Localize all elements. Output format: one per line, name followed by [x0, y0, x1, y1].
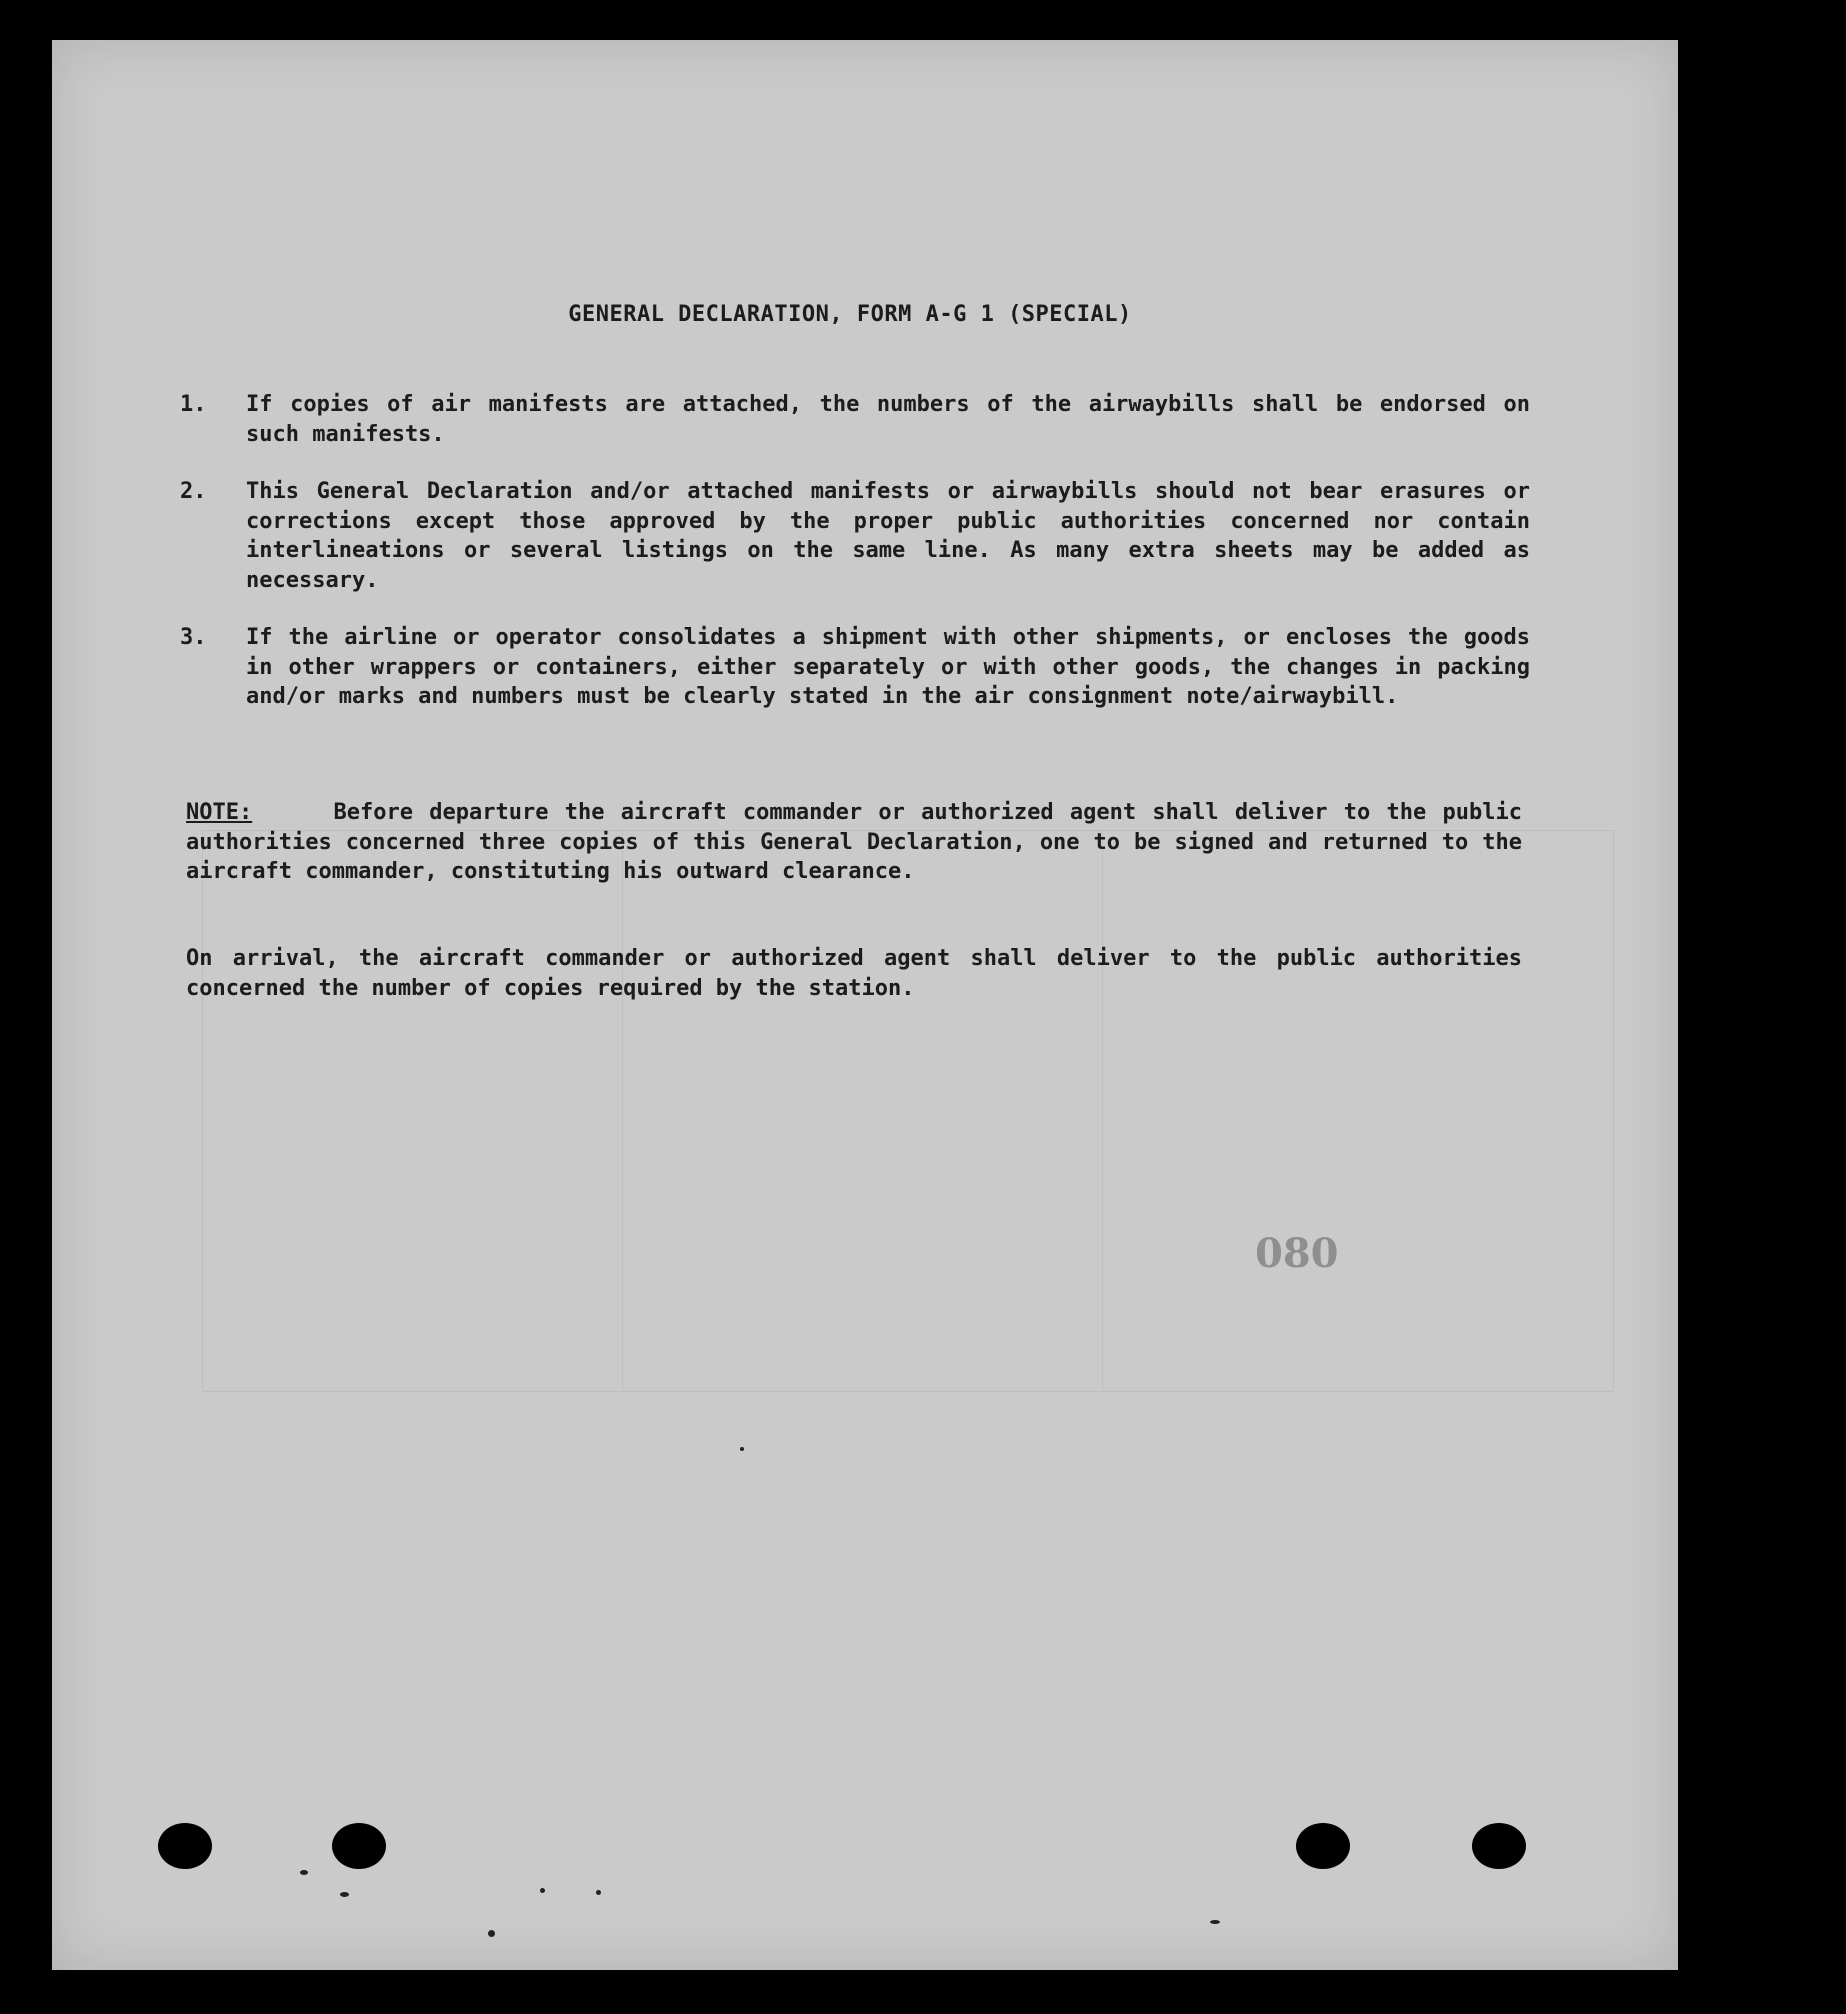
- document-page: [52, 40, 1678, 1970]
- bleed-through-line: [622, 830, 623, 1390]
- note-text: Before departure the aircraft commander or authorized agent shall deliver to the public authorities concerned three copies of this General Declaration, one to be signed and returned to the aircraft commander, constituting his outward clearance.: [186, 800, 1522, 884]
- bleed-through-form-box: [202, 830, 1614, 1392]
- note-label: NOTE:: [186, 800, 253, 825]
- punch-hole: [332, 1823, 386, 1869]
- paper-speck: [740, 1447, 744, 1451]
- document-title: GENERAL DECLARATION, FORM A-G 1 (SPECIAL): [568, 302, 1132, 327]
- punch-hole: [158, 1823, 212, 1869]
- item-text: If the airline or operator consolidates a shipment with other shipments, or encloses the goods in other wrappers or containers, either separately or with other goods, the changes in packing and/or marks and numbers must be clearly stated in the air consignment note/airwaybill.: [246, 625, 1530, 709]
- paper-speck: [300, 1870, 308, 1875]
- instruction-item-1: [180, 390, 1530, 449]
- instruction-item-2: [180, 477, 1530, 595]
- punch-hole: [1296, 1823, 1350, 1869]
- item-text: This General Declaration and/or attached manifests or airwaybills should not bear erasures or corrections except those approved by the proper public authorities concerned nor contain interlineations or several listings on the same line. As many extra sheets may be added as necessary.: [246, 479, 1530, 593]
- bleed-through-stamp: 080: [1255, 1230, 1339, 1277]
- bleed-through-line: [1102, 830, 1103, 1390]
- item-number: 2.: [180, 479, 207, 504]
- paper-speck: [540, 1888, 545, 1893]
- paper-speck: [1210, 1920, 1220, 1924]
- paper-speck: [488, 1930, 495, 1937]
- item-text: If copies of air manifests are attached, the numbers of the airwaybills shall be endorsed on such manifests.: [246, 392, 1530, 447]
- note-paragraph: [186, 798, 1522, 887]
- punch-hole: [1472, 1823, 1526, 1869]
- paper-speck: [596, 1890, 601, 1895]
- item-number: 3.: [180, 625, 207, 650]
- paper-speck: [340, 1892, 349, 1897]
- arrival-paragraph: On arrival, the aircraft commander or authorized agent shall deliver to the public authorities concerned the number of copies required by the station.: [186, 946, 1522, 1001]
- item-number: 1.: [180, 392, 207, 417]
- instruction-item-3: [180, 623, 1530, 712]
